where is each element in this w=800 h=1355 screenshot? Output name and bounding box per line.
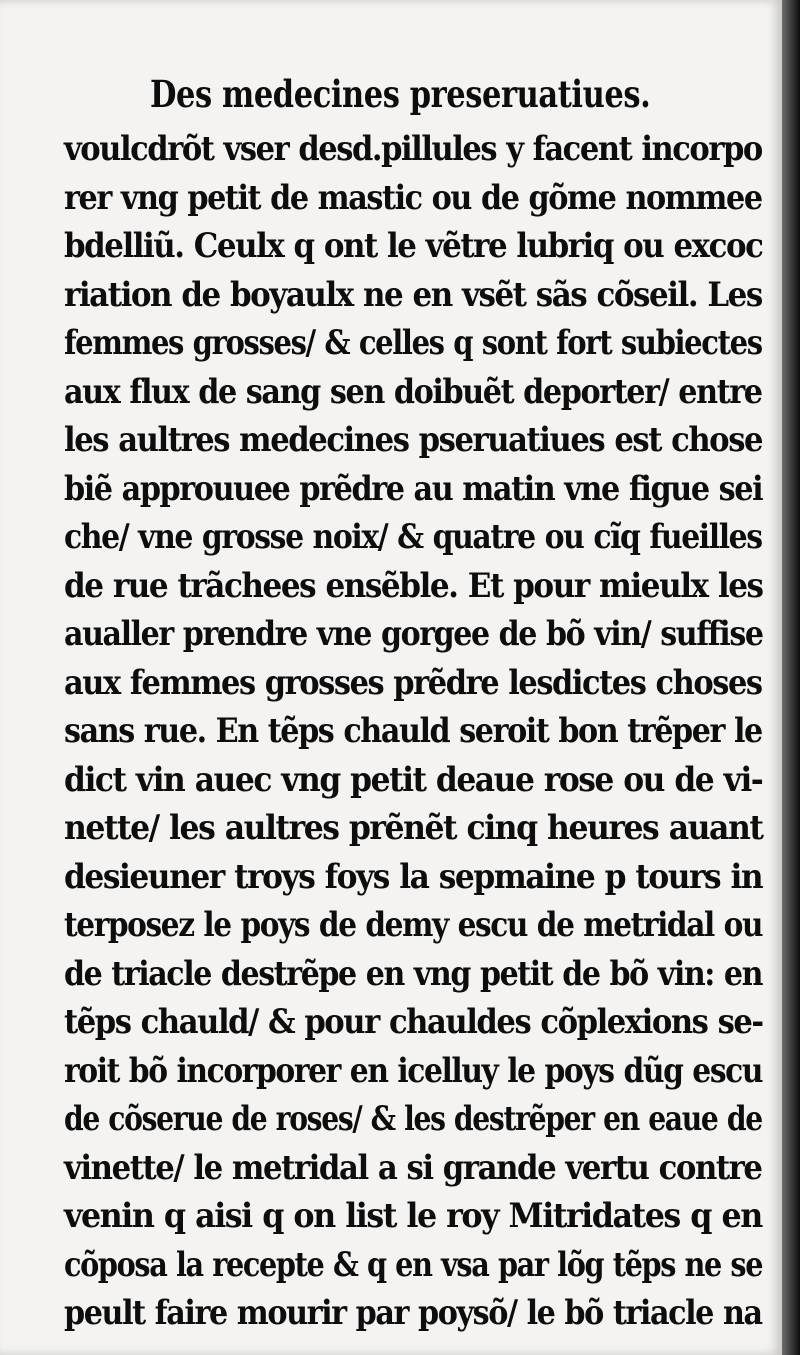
text-line: biẽ approuuee prẽdre au matin vne figue sei — [64, 468, 763, 509]
text-line: terposez le poys de demy escu de metridal ou — [64, 905, 763, 945]
text-line: aualler prendre vne gorgee de bõ vin/ suffise — [64, 614, 763, 654]
text-line: de cõserue de roses/ & les destrẽper en eaue de — [64, 1099, 762, 1139]
text-line: venin q aisi q on list le roy Mitridates q en — [64, 1196, 762, 1236]
text-line: voulcdrõt vser desd.pillules y facent incorpo — [64, 129, 762, 169]
text-line: sans rue. En tẽps chauld seroit bon trẽper le — [64, 711, 762, 751]
text-line: rer vng petit de mastic ou de gõme nommee — [64, 177, 762, 218]
text-line: de rue trãchees ensẽble. Et pour mieulx les — [64, 565, 763, 606]
text-line: riation de boyaulx ne en vsẽt sãs cõseil. Les — [64, 274, 762, 315]
body-text — [64, 125, 764, 1338]
running-head: Des medecines preseruatiues. — [150, 72, 651, 116]
text-line: roit bõ incorporer en icelluy le poys dũg escu — [64, 1050, 763, 1091]
text-line: aux flux de sang sen doibuẽt deporter/ entre — [64, 371, 762, 412]
text-line: cõposa la recepte & q en vsa par lõg tẽps ne se — [64, 1244, 763, 1285]
text-line: desieuner troys foys la sepmaine p tours in — [64, 856, 763, 897]
text-line: bdelliũ. Ceulx q ont le vẽtre lubriq ou excoc — [64, 226, 763, 266]
text-line: vinette/ le metridal a si grande vertu contre — [64, 1147, 762, 1188]
text-line: nette/ les aultres prẽnẽt cinq heures auant — [64, 808, 763, 848]
text-line: aux femmes grosses prẽdre lesdictes choses — [64, 662, 762, 703]
text-line: che/ vne grosse noix/ & quatre ou cĩq fueilles — [64, 517, 762, 557]
text-line: les aultres medecines pseruatiues est chose — [64, 420, 763, 460]
text-line: femmes grosses/ & celles q sont fort subiectes — [64, 323, 762, 363]
text-line: dict vin auec vng petit deaue rose ou de vi- — [64, 759, 763, 800]
text-line: de triacle destrẽpe en vng petit de bõ vin: en — [64, 953, 763, 994]
text-line: peult faire mourir par poysõ/ le bõ triacle na — [64, 1293, 762, 1333]
text-line: tẽps chauld/ & pour chauldes cõplexions se- — [64, 1002, 763, 1042]
page-edge-binding — [782, 0, 800, 1355]
